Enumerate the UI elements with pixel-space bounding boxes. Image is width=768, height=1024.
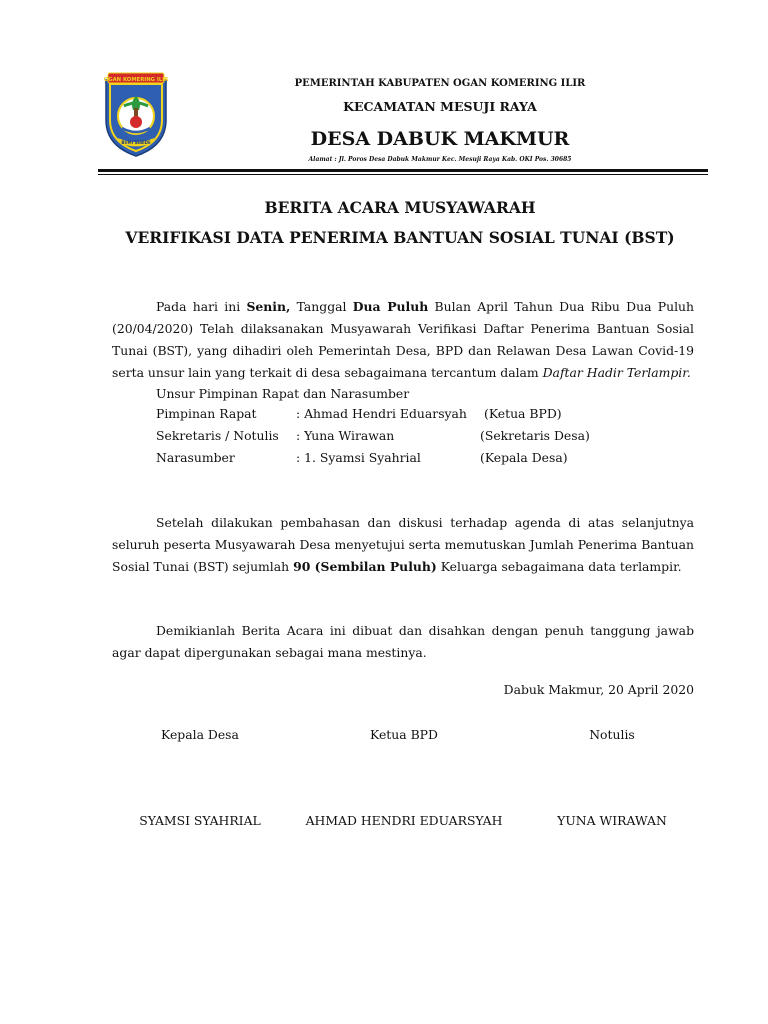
signatory-name: YUNA WIRAWAN — [557, 813, 667, 828]
document-subtitle: VERIFIKASI DATA PENERIMA BANTUAN SOSIAL TUNAI (BST) — [125, 228, 675, 247]
opening-paragraph — [112, 296, 694, 384]
official-name: : 1. Syamsi Syahrial — [296, 450, 421, 465]
p2-text-1: Setelah dilakukan pembahasan dan diskusi terhadap agenda di atas selanjutnya seluruh peserta Musyawarah Desa menyetujui serta memutuskan Jumlah Penerima Bantuan Sosial Tunai (BST) sejumlah — [112, 515, 694, 574]
official-role: Sekretaris / Notulis — [156, 428, 279, 443]
official-position: (Sekretaris Desa) — [480, 428, 590, 443]
official-name: : Yuna Wirawan — [296, 428, 395, 443]
header-address: Alamat : Jl. Poros Desa Dabuk Makmur Kec. Mesuji Raya Kab. OKI Pos. 30685 — [308, 156, 572, 163]
p1-date-words: Dua Puluh — [352, 299, 429, 314]
p2-text-2: Keluarga sebagaimana data terlampir. — [436, 559, 682, 574]
document-title: BERITA ACARA MUSYAWARAH — [264, 198, 536, 217]
logo-banner-text: OGAN KOMERING ILIR — [103, 77, 169, 83]
unsur-heading: Unsur Pimpinan Rapat dan Narasumber — [156, 386, 410, 401]
closing-paragraph — [112, 620, 694, 664]
header-village: DESA DABUK MAKMUR — [310, 128, 570, 150]
p1-text-1: Pada hari ini — [156, 299, 247, 314]
regency-logo — [100, 72, 172, 158]
header-divider-thick — [98, 169, 708, 172]
p2-recipient-count: 90 (Sembilan Puluh) — [293, 559, 437, 574]
signatory-name: AHMAD HENDRI EDUARSYAH — [305, 813, 503, 828]
signatory-title: Kepala Desa — [161, 727, 239, 742]
p1-day: Senin, — [246, 299, 291, 314]
p1-attachment-ref: Daftar Hadir Terlampir. — [542, 365, 691, 380]
regency-emblem-icon — [100, 72, 172, 158]
place-date: Dabuk Makmur, 20 April 2020 — [503, 682, 694, 697]
official-role: Narasumber — [156, 450, 235, 465]
official-position: (Ketua BPD) — [484, 406, 562, 421]
p1-text-2: Tanggal — [290, 299, 353, 314]
header-divider-thin — [98, 174, 708, 175]
decision-paragraph — [112, 512, 694, 578]
logo-ribbon-text: BUMI SEBIDE — [121, 140, 151, 145]
p3-text: Demikianlah Berita Acara ini dibuat dan disahkan dengan penuh tanggung jawab agar dapat dipergunakan sebagai mana mestinya. — [112, 623, 694, 660]
header-regency: PEMERINTAH KABUPATEN OGAN KOMERING ILIR — [294, 78, 586, 89]
signatory-title: Ketua BPD — [370, 727, 438, 742]
signatory-title: Notulis — [589, 727, 635, 742]
p1-text-3: Bulan April Tahun Dua Ribu Dua Puluh (20/04/2020) Telah dilaksanakan Musyawarah Verifikasi Daftar Penerima Bantuan Sosial Tunai (BST), yang dihadiri oleh Pemerintah Desa, BPD dan Relawan Desa Lawan Covid-19 serta unsur lain yang terkait di desa sebagaimana tercantum dalam — [112, 299, 694, 380]
official-name: : Ahmad Hendri Eduarsyah — [296, 406, 467, 421]
header-district: KECAMATAN MESUJI RAYA — [343, 99, 537, 114]
official-position: (Kepala Desa) — [480, 450, 568, 465]
official-role: Pimpinan Rapat — [156, 406, 257, 421]
signatory-name: SYAMSI SYAHRIAL — [139, 813, 261, 828]
